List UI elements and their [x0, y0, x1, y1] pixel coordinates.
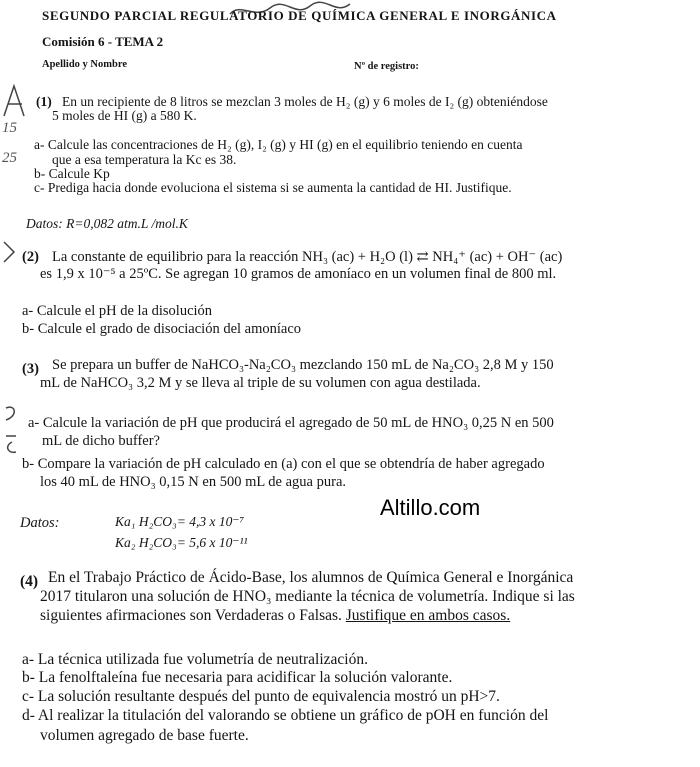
q3-ka1: Ka₁ H₂CO₃= 4,3 x 10⁻⁷ [115, 514, 245, 529]
q3-line1: Se prepara un buffer de NaHCO₃-Na₂CO₃ mezclando 150 mL de Na₂CO₃ 2,8 M y 150 [52, 357, 554, 373]
q3-ka2: Ka₂ H₂CO₃= 5,6 x 10⁻¹¹ [115, 535, 248, 550]
q3-datos-label: Datos: [20, 515, 60, 531]
q1-b: b- Calcule Kp [34, 166, 110, 181]
q1-a-line2: que a esa temperatura la Kc es 38. [52, 152, 237, 167]
q1-c: c- Prediga hacia donde evoluciona el sistema si se aumenta la cantidad de HI. Justifique. [34, 180, 512, 195]
q4-a: a- La técnica utilizada fue volumetría de neutralización. [22, 651, 368, 668]
exam-title: SEGUNDO PARCIAL REGULATORIO DE QUÍMICA GENERAL E INORGÁNICA [42, 8, 557, 23]
q1-line2: 5 moles de HI (g) a 580 K. [52, 108, 197, 123]
margin-score-1: 15 [2, 120, 17, 136]
margin-score-2: 25 [2, 150, 17, 166]
registry-label: Nº de registro: [354, 61, 419, 72]
handwritten-mark-a [0, 82, 30, 122]
handwritten-mark-c [0, 402, 22, 457]
watermark-altillo: Altillo.com [380, 495, 481, 520]
commission-label: Comisión 6 - TEMA 2 [42, 34, 164, 49]
q1-a-line1: a- Calcule las concentraciones de H₂ (g), I₂ (g) y HI (g) en el equilibrio teniendo en cuenta [34, 137, 523, 152]
q2-line1: La constante de equilibrio para la reacción NH₃ (ac) + H₂O (l) ⇄ NH₄⁺ (ac) + OH⁻ (ac) [52, 249, 563, 265]
q4-justify: Justifique en ambos casos. [345, 607, 511, 624]
q3-line2: mL de NaHCO₃ 3,2 M y se lleva al triple de su volumen con agua destilada. [40, 375, 481, 391]
q4-d-line2: volumen agregado de base fuerte. [40, 727, 249, 744]
q1-number: (1) [36, 94, 52, 109]
q4-line3 [40, 606, 510, 625]
q4-number: (4) [20, 573, 39, 590]
q4-line2: 2017 titularon una solución de HNO₃ mediante la técnica de volumetría. Indique si las [40, 588, 575, 605]
q3-b-line2: los 40 mL de HNO₃ 0,15 N en 500 mL de agua pura. [40, 474, 347, 490]
q4-b: b- La fenolftaleína fue necesaria para acidificar la solución valorante. [22, 669, 453, 686]
q4-line3-text: siguientes afirmaciones son Verdaderas o Falsas. [40, 607, 346, 624]
q3-number: (3) [22, 361, 39, 377]
q4-d-line1: d- Al realizar la titulación del valorando se obtiene un gráfico de pOH en función del [22, 707, 549, 724]
q2-b: b- Calcule el grado de disociación del amoníaco [22, 321, 302, 337]
q1-line1: En un recipiente de 8 litros se mezclan 3 moles de H₂ (g) y 6 moles de I₂ (g) obteniéndose [62, 94, 548, 109]
q2-number: (2) [22, 249, 39, 265]
q3-a-line2: mL de dicho buffer? [42, 433, 160, 449]
q1-datos: Datos: R=0,082 atm.L /mol.K [26, 216, 188, 231]
q3-b-line1: b- Compare la variación de pH calculado en (a) con el que se obtendría de haber agregado [22, 456, 545, 472]
q2-line2: es 1,9 x 10⁻⁵ a 25ºC. Se agregan 10 gramos de amoníaco en un volumen final de 800 ml. [40, 266, 557, 282]
handwritten-mark-b [0, 238, 20, 268]
q4-line1: En el Trabajo Práctico de Ácido-Base, los alumnos de Química General e Inorgánica [48, 569, 574, 586]
q4-c: c- La solución resultante después del punto de equivalencia mostró un pH>7. [22, 688, 500, 705]
q3-a-line1: a- Calcule la variación de pH que producirá el agregado de 50 mL de HNO₃ 0,25 N en 500 [28, 415, 554, 431]
q2-a: a- Calcule el pH de la disolución [22, 303, 213, 319]
name-label: Apellido y Nombre [42, 59, 127, 70]
